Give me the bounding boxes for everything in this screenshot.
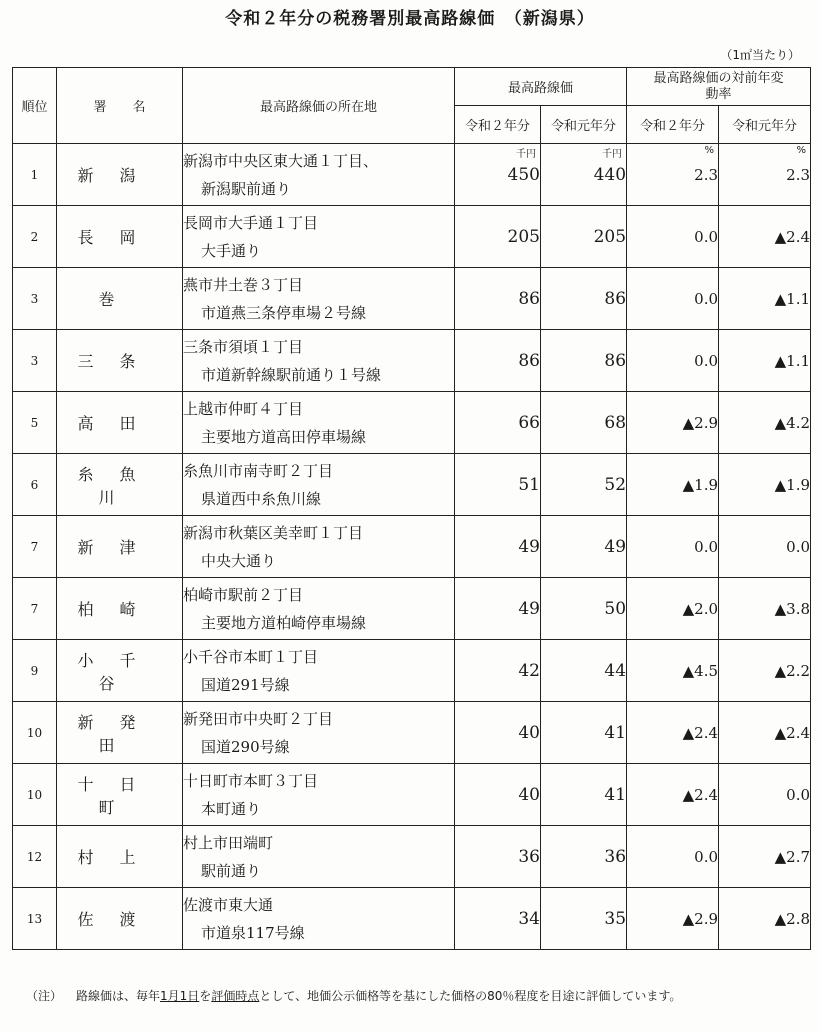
change-r2-cell — [627, 454, 719, 516]
change-r1-cell — [719, 454, 811, 516]
location-line2: 駅前通り — [201, 861, 262, 880]
office-cell: 十日町 — [57, 764, 183, 826]
office-cell: 高田 — [57, 392, 183, 454]
price-r2-cell — [455, 206, 541, 268]
price-r1-value: 36 — [604, 846, 627, 867]
location-cell — [183, 144, 455, 206]
unit-label: % — [796, 145, 807, 156]
footnote-date: 1月1日 — [160, 989, 200, 1003]
price-r2-cell — [455, 640, 541, 702]
change-r1-value: ▲2.8 — [774, 909, 811, 928]
table-row — [13, 392, 811, 454]
location-line2: 国道291号線 — [201, 675, 290, 694]
rank-cell: 10 — [13, 764, 57, 826]
price-r1-cell — [541, 764, 627, 826]
change-r1-cell — [719, 826, 811, 888]
change-r1-cell — [719, 888, 811, 950]
table-row — [13, 330, 811, 392]
location-line2: 中央大通り — [201, 551, 277, 570]
change-r1-value: ▲1.1 — [774, 351, 811, 370]
unit-label: 千円 — [602, 149, 623, 160]
change-r1-cell — [719, 268, 811, 330]
header-r1: 令和元年分 — [541, 106, 627, 144]
change-r1-cell — [719, 578, 811, 640]
price-r2-cell — [455, 454, 541, 516]
footnote-mid: を — [199, 989, 212, 1003]
price-r2-cell — [455, 392, 541, 454]
price-r1-cell — [541, 392, 627, 454]
change-r2-cell — [627, 640, 719, 702]
price-r1-value: 49 — [604, 536, 627, 557]
footnote-pre: 路線価は、毎年 — [76, 989, 161, 1003]
change-r2-cell — [627, 392, 719, 454]
rank-cell: 7 — [13, 578, 57, 640]
table-row — [13, 206, 811, 268]
location-cell — [183, 330, 455, 392]
header-price-group: 最高路線価 — [455, 68, 627, 106]
location-cell — [183, 268, 455, 330]
price-r1-cell — [541, 578, 627, 640]
change-r2-cell — [627, 144, 719, 206]
table-row — [13, 702, 811, 764]
change-r1-cell — [719, 764, 811, 826]
rank-cell: 2 — [13, 206, 57, 268]
route-price-table — [12, 67, 811, 950]
rank-cell: 9 — [13, 640, 57, 702]
price-r2-cell — [455, 516, 541, 578]
location-line2: 主要地方道高田停車場線 — [201, 427, 367, 446]
footnote-body — [76, 986, 766, 1007]
location-line1: 小千谷市本町１丁目 — [183, 647, 319, 666]
office-cell: 佐渡 — [57, 888, 183, 950]
price-r1-value: 68 — [604, 412, 627, 433]
table-row — [13, 764, 811, 826]
location-line2: 市道燕三条停車場２号線 — [201, 303, 367, 322]
price-r2-value: 36 — [518, 846, 540, 867]
header-r2: 令和２年分 — [455, 106, 541, 144]
price-r1-cell — [541, 206, 627, 268]
location-line1: 十日町市本町３丁目 — [183, 771, 319, 790]
location-line2: 本町通り — [201, 799, 262, 818]
price-r1-cell — [541, 268, 627, 330]
location-line1: 上越市仲町４丁目 — [183, 399, 304, 418]
location-cell — [183, 702, 455, 764]
change-r1-cell — [719, 206, 811, 268]
table-row — [13, 454, 811, 516]
rank-cell: 3 — [13, 268, 57, 330]
unit-note: （1㎡当たり） — [720, 48, 800, 62]
change-r2-cell — [627, 206, 719, 268]
office-cell: 新発田 — [57, 702, 183, 764]
price-r2-cell — [455, 578, 541, 640]
office-cell: 長岡 — [57, 206, 183, 268]
price-r1-cell — [541, 516, 627, 578]
rank-cell: 1 — [13, 144, 57, 206]
location-line2: 主要地方道柏崎停車場線 — [201, 613, 367, 632]
price-r1-value: 50 — [604, 598, 627, 619]
change-r1-value: 0.0 — [786, 785, 811, 804]
header-r2-change: 令和２年分 — [627, 106, 719, 144]
change-r1-value: ▲2.7 — [774, 847, 811, 866]
price-r1-value: 41 — [604, 784, 627, 805]
change-r2-cell — [627, 888, 719, 950]
price-r1-cell — [541, 330, 627, 392]
price-r2-cell — [455, 268, 541, 330]
location-cell — [183, 392, 455, 454]
footnote-label: （注） — [26, 989, 63, 1003]
price-r2-cell — [455, 888, 541, 950]
change-r1-value: ▲2.2 — [774, 661, 811, 680]
change-r2-value: ▲2.4 — [682, 785, 719, 804]
price-r1-value: 41 — [604, 722, 627, 743]
office-cell: 新潟 — [57, 144, 183, 206]
change-r2-cell — [627, 826, 719, 888]
price-r2-cell — [455, 702, 541, 764]
change-r2-value: 0.0 — [694, 227, 719, 246]
change-r2-value: ▲2.9 — [682, 909, 719, 928]
price-r2-value: 49 — [518, 598, 540, 619]
change-r1-value: ▲1.9 — [774, 475, 811, 494]
rank-cell: 13 — [13, 888, 57, 950]
price-r1-cell — [541, 826, 627, 888]
change-r2-value: ▲4.5 — [682, 661, 719, 680]
table-row — [13, 826, 811, 888]
table-body — [13, 144, 811, 950]
header-rank: 順位 — [13, 68, 57, 144]
location-cell — [183, 516, 455, 578]
change-r1-value: ▲3.8 — [774, 599, 811, 618]
rank-cell: 12 — [13, 826, 57, 888]
table-row — [13, 640, 811, 702]
footnote-post: として、地価公示価格等を基にした価格の80％程度を目途に評価しています。 — [259, 989, 682, 1003]
price-r2-value: 86 — [518, 350, 540, 371]
price-r1-value: 35 — [604, 908, 627, 929]
location-cell — [183, 454, 455, 516]
unit-label: % — [704, 145, 715, 156]
location-cell — [183, 764, 455, 826]
office-cell: 糸魚川 — [57, 454, 183, 516]
location-line1: 柏崎市駅前２丁目 — [183, 585, 304, 604]
change-r1-cell — [719, 330, 811, 392]
table-row — [13, 888, 811, 950]
price-r1-cell — [541, 640, 627, 702]
price-r2-value: 86 — [518, 288, 540, 309]
price-r2-cell — [455, 764, 541, 826]
price-r2-value: 66 — [518, 412, 540, 433]
price-r1-cell — [541, 454, 627, 516]
change-r1-cell — [719, 702, 811, 764]
location-cell — [183, 206, 455, 268]
office-cell: 巻 — [57, 268, 183, 330]
change-r1-cell — [719, 144, 811, 206]
location-line1: 新潟市中央区東大通１丁目、 — [183, 151, 379, 170]
price-r1-cell — [541, 888, 627, 950]
price-r2-value: 40 — [518, 784, 540, 805]
rank-cell: 3 — [13, 330, 57, 392]
header-location: 最高路線価の所在地 — [183, 68, 455, 144]
price-r2-value: 42 — [518, 660, 540, 681]
price-r2-value: 49 — [518, 536, 540, 557]
table-row — [13, 268, 811, 330]
price-r1-value: 52 — [604, 474, 627, 495]
header-r1-change: 令和元年分 — [719, 106, 811, 144]
unit-label: 千円 — [516, 149, 536, 160]
change-r2-value: ▲1.9 — [682, 475, 719, 494]
change-r2-cell — [627, 702, 719, 764]
location-line1: 三条市須頃１丁目 — [183, 337, 304, 356]
rank-cell: 5 — [13, 392, 57, 454]
price-r1-value: 440 — [593, 164, 627, 185]
office-cell: 村上 — [57, 826, 183, 888]
price-r1-cell — [541, 702, 627, 764]
price-r2-value: 40 — [518, 722, 540, 743]
change-r2-value: 0.0 — [694, 289, 719, 308]
price-r1-value: 205 — [593, 226, 627, 247]
rank-cell: 7 — [13, 516, 57, 578]
change-r1-value: ▲2.4 — [774, 227, 811, 246]
location-line2: 大手通り — [201, 241, 262, 260]
header-change-group-text: 最高路線価の対前年変動率 — [653, 70, 784, 102]
price-r1-cell — [541, 144, 627, 206]
price-r1-value: 86 — [604, 350, 627, 371]
header-office: 署 名 — [57, 68, 183, 144]
location-line2: 県道西中糸魚川線 — [201, 489, 322, 508]
rank-cell: 10 — [13, 702, 57, 764]
location-line1: 村上市田端町 — [183, 833, 274, 852]
change-r2-value: ▲2.0 — [682, 599, 719, 618]
page-title: 令和２年分の税務署別最高路線価 （新潟県） — [225, 9, 595, 29]
change-r1-value: 0.0 — [786, 537, 811, 556]
table-row — [13, 516, 811, 578]
price-r2-value: 205 — [507, 226, 540, 247]
change-r2-cell — [627, 330, 719, 392]
location-line1: 糸魚川市南寺町２丁目 — [183, 461, 334, 480]
office-cell: 小千谷 — [57, 640, 183, 702]
header-change-group — [627, 68, 811, 106]
location-line2: 市道新幹線駅前通り１号線 — [201, 365, 382, 384]
change-r2-value: ▲2.9 — [682, 413, 719, 432]
change-r2-cell — [627, 578, 719, 640]
location-line2: 新潟駅前通り — [201, 179, 292, 198]
location-line2: 市道泉117号線 — [201, 923, 305, 942]
office-cell: 柏崎 — [57, 578, 183, 640]
location-line1: 長岡市大手通１丁目 — [183, 213, 319, 232]
footnote — [26, 986, 766, 1007]
price-r2-cell — [455, 826, 541, 888]
change-r1-value: ▲4.2 — [774, 413, 811, 432]
location-cell — [183, 826, 455, 888]
change-r1-value: ▲2.4 — [774, 723, 811, 742]
location-line1: 新潟市秋葉区美幸町１丁目 — [183, 523, 364, 542]
change-r1-cell — [719, 516, 811, 578]
location-cell — [183, 578, 455, 640]
change-r2-cell — [627, 268, 719, 330]
change-r1-cell — [719, 640, 811, 702]
location-line1: 燕市井土巻３丁目 — [183, 275, 304, 294]
location-cell — [183, 640, 455, 702]
table-row — [13, 578, 811, 640]
change-r1-cell — [719, 392, 811, 454]
change-r2-cell — [627, 764, 719, 826]
table-row — [13, 144, 811, 206]
price-r1-value: 86 — [604, 288, 627, 309]
change-r2-value: 0.0 — [694, 847, 719, 866]
office-cell: 新津 — [57, 516, 183, 578]
footnote-valuation-point: 評価時点 — [211, 989, 260, 1003]
change-r2-value: ▲2.4 — [682, 723, 719, 742]
change-r2-value: 0.0 — [694, 351, 719, 370]
price-r1-value: 44 — [604, 660, 627, 681]
price-r2-value: 51 — [518, 474, 540, 495]
change-r1-value: ▲1.1 — [774, 289, 811, 308]
location-line1: 新発田市中央町２丁目 — [183, 709, 334, 728]
price-r2-value: 450 — [507, 164, 540, 185]
location-cell — [183, 888, 455, 950]
price-r2-cell — [455, 144, 541, 206]
change-r2-value: 2.3 — [694, 165, 719, 184]
change-r2-value: 0.0 — [694, 537, 719, 556]
change-r1-value: 2.3 — [786, 165, 811, 184]
office-cell: 三条 — [57, 330, 183, 392]
rank-cell: 6 — [13, 454, 57, 516]
location-line1: 佐渡市東大通 — [183, 895, 274, 914]
change-r2-cell — [627, 516, 719, 578]
location-line2: 国道290号線 — [201, 737, 290, 756]
price-r2-value: 34 — [518, 908, 540, 929]
price-r2-cell — [455, 330, 541, 392]
